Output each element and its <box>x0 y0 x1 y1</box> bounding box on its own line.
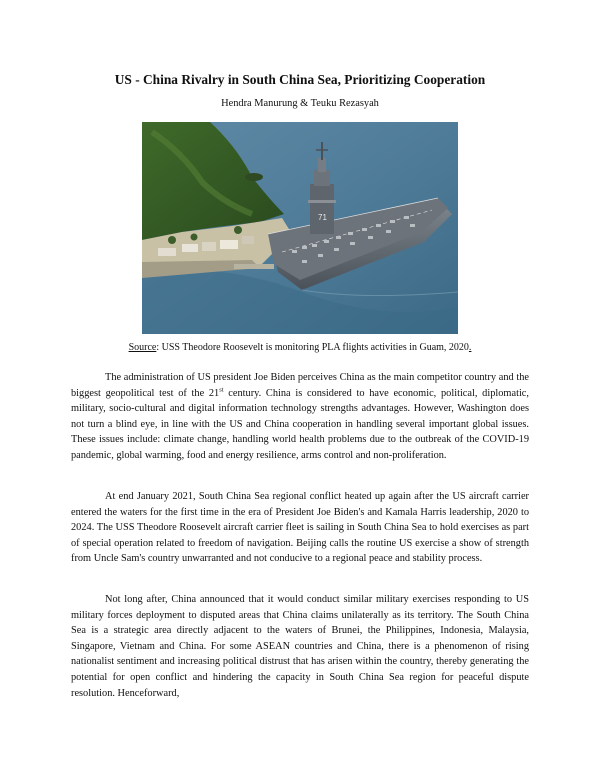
paragraph-1 <box>71 370 529 464</box>
paragraph-3-text: Not long after, China announced that it would conduct similar military exercises responding to US military forces deployment to disputed areas that China claims unilaterally as its territory. The South China Sea is a strategic area directly adjacent to the waters of Brunei, the Philippines, Indonesia, Malaysia, Singapore, Vietnam and China. For some ASEAN countries and China, there is a phenomenon of rising nationalist sentiment and increasing political distrust that has arisen within the country, thereby generating the potential for open conflict and hindering the capacity in South China Sea region for peaceful dispute resolution. Henceforward, <box>71 594 529 699</box>
photo-caption <box>0 342 600 353</box>
paragraph-2 <box>71 489 529 567</box>
svg-text:71: 71 <box>318 213 327 222</box>
caption-text: : USS Theodore Roosevelt is monitoring PLA flights activities in Guam, 2020 <box>156 342 469 353</box>
article-authors: Hendra Manurung & Teuku Rezasyah <box>221 98 379 109</box>
ordinal-suffix: st <box>219 386 224 394</box>
paragraph-1-part-a: The administration of US president Joe Biden perceives China as the main competitor country and the biggest geopolitical test of the 21 <box>71 372 529 399</box>
aircraft-carrier-illustration <box>142 122 458 334</box>
article-title: US - China Rivalry in South China Sea, Prioritizing Cooperation <box>114 72 486 87</box>
paragraph-3 <box>71 592 529 701</box>
aircraft-carrier-photo <box>142 122 458 334</box>
paragraph-1-part-b: century. China is considered to have economic, political, diplomatic, military, socio-cultural and digital information technology strengths advantages. However, Washington does not turn a blind eye, in line with the US and China cooperation in handling several important global issues. These issues include: climate change, handling world health problems due to the outbreak of the COVID-19 pandemic, global warming, food and energy resilience, arms control and non-proliferation. <box>71 387 529 461</box>
caption-source-link[interactable]: Source <box>128 342 157 353</box>
paragraph-2-text: At end January 2021, South China Sea regional conflict heated up again after the US aircraft carrier entered the waters for the first time in the era of President Joe Biden's and Kamala Harris leadership, 2020 to 2024. The USS Theodore Roosevelt aircraft carrier fleet is sailing in South China Sea to hold exercises as part of special operation related to freedom of navigation. Beijing calls the routine US exercise a show of strength from Uncle Sam's country unwarranted and not conducive to a regional peace and stability process. <box>71 491 529 565</box>
caption-trail-link[interactable]: . <box>468 342 472 353</box>
